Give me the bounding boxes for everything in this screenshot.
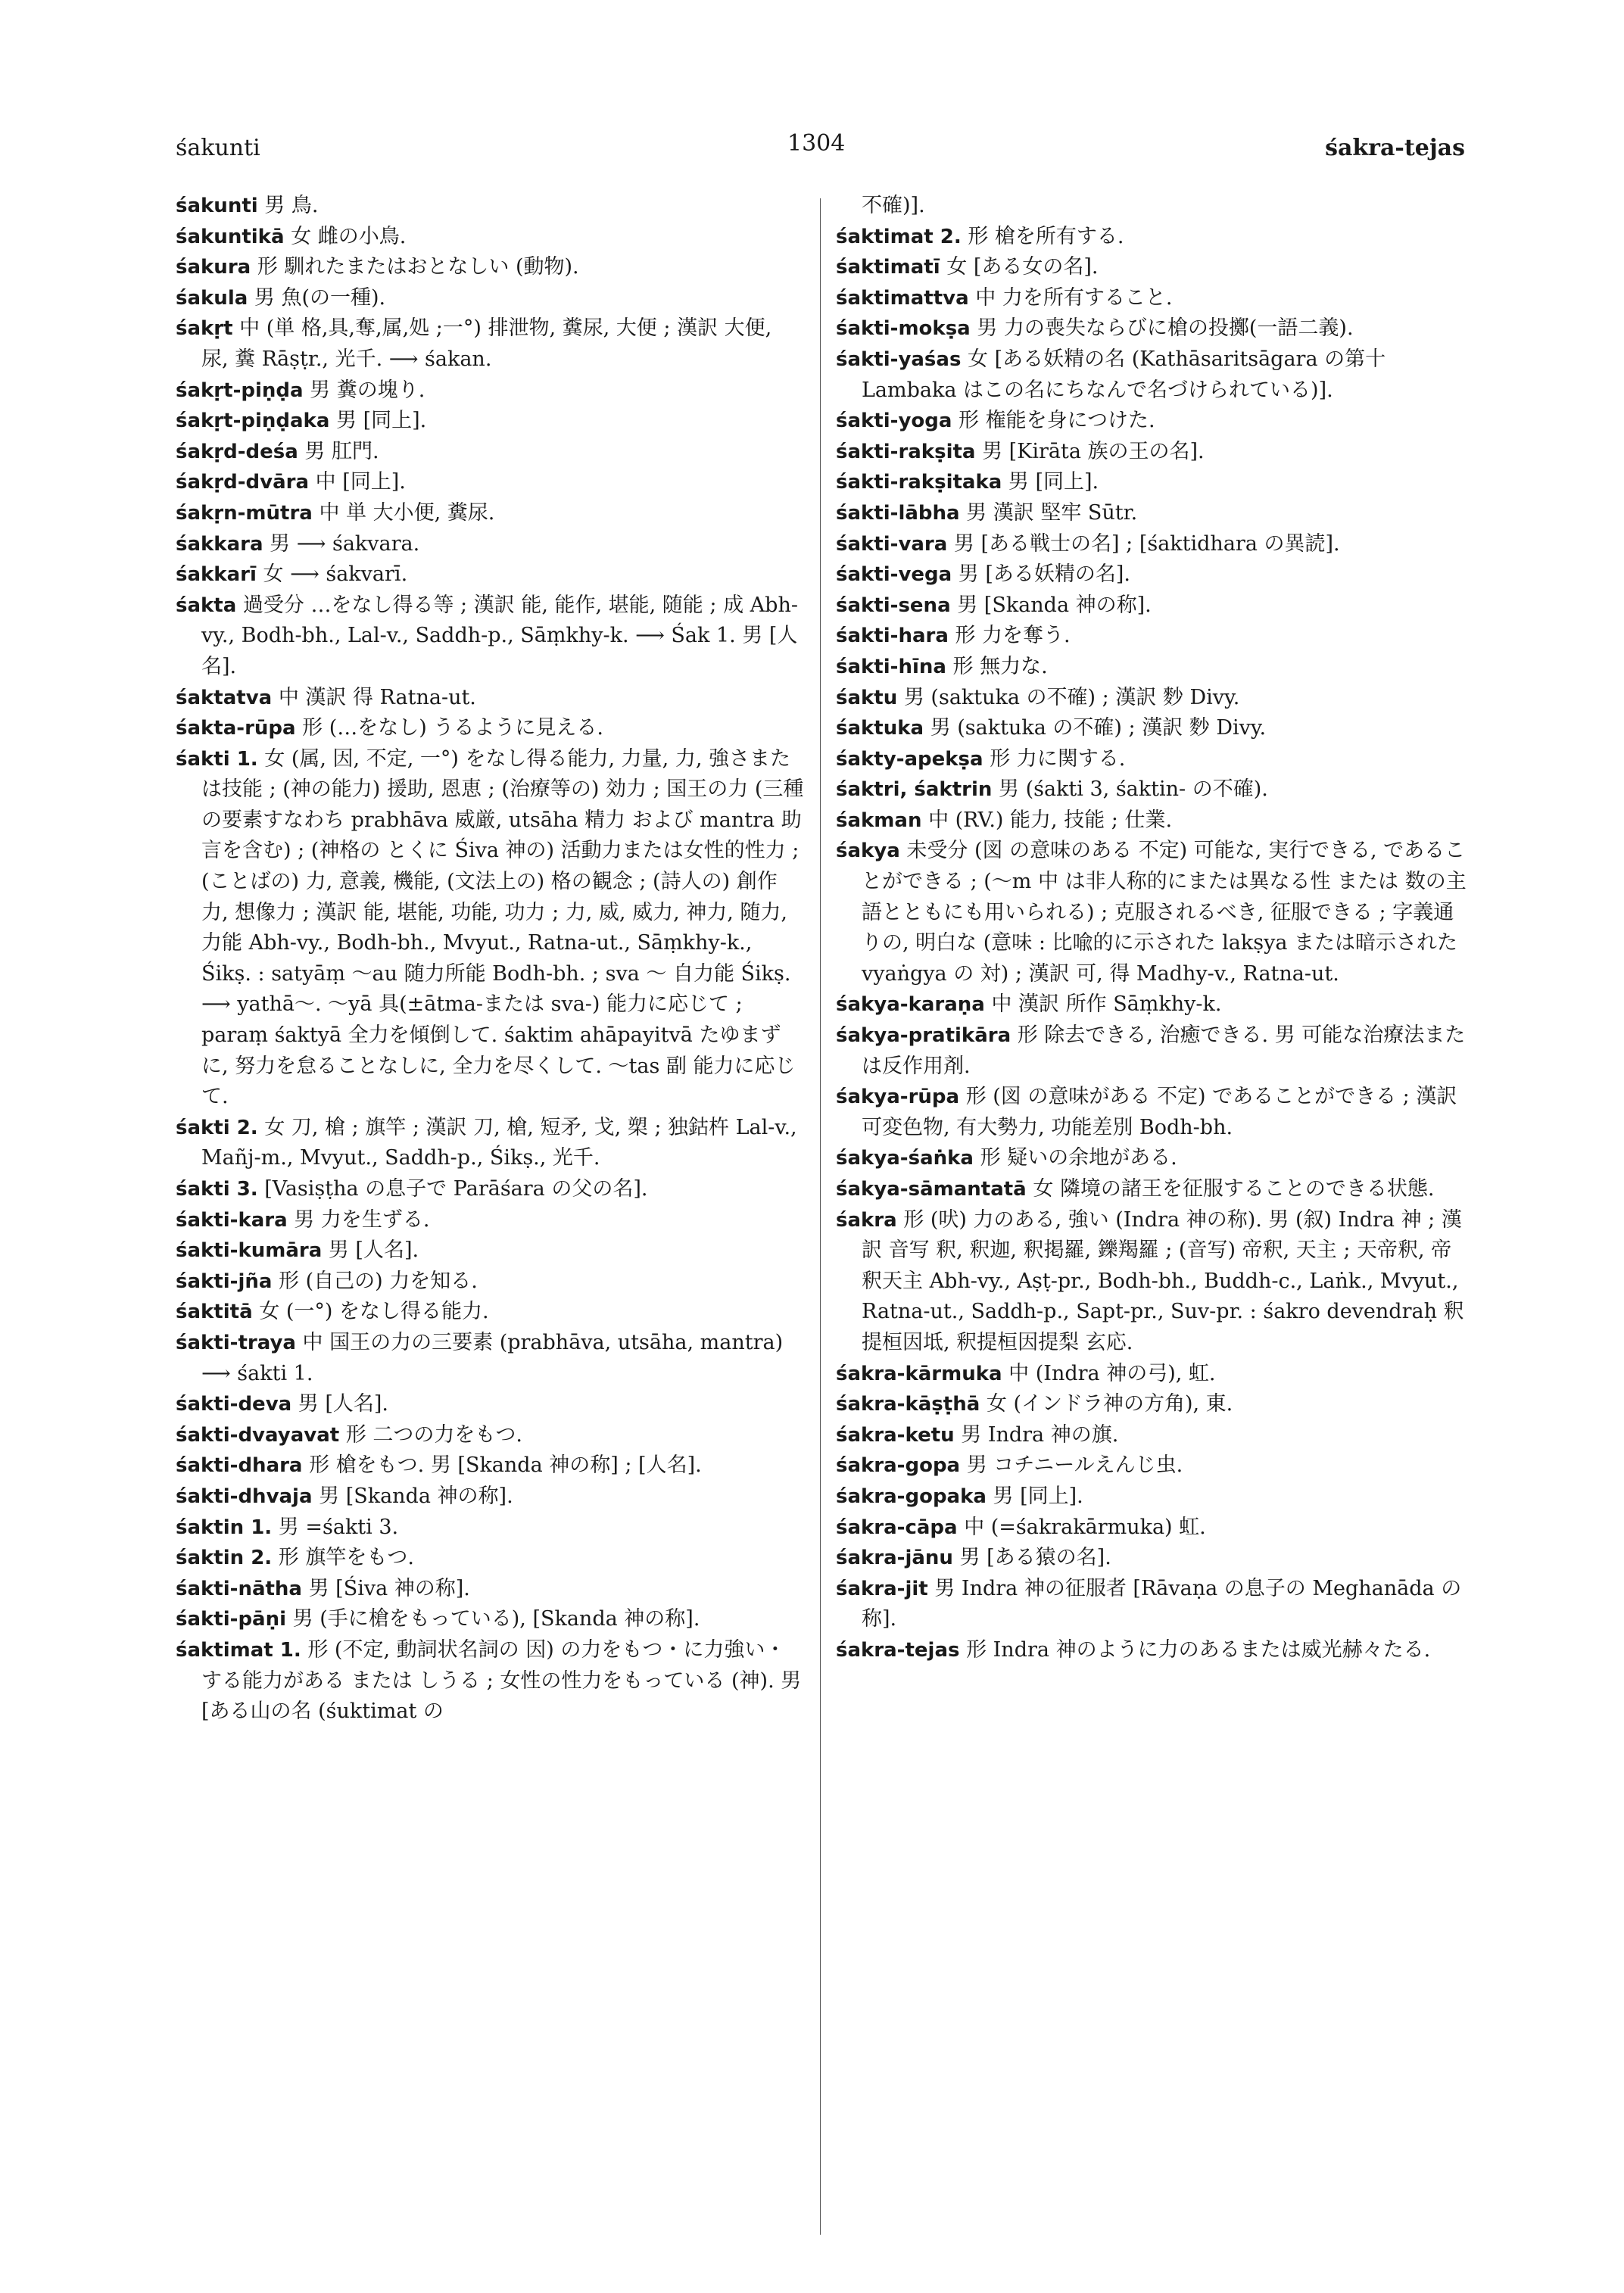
- entry-definition: 男 力を生ずる.: [294, 1207, 430, 1232]
- dictionary-entry: [176, 437, 804, 468]
- entry-headword: śakti-sena: [836, 594, 951, 617]
- entry-headword: śaktin 1.: [176, 1516, 273, 1539]
- entry-definition: 形 (自己の) 力を知る.: [279, 1269, 478, 1293]
- entry-headword: śakya-karaṇa: [836, 993, 985, 1017]
- column-divider: [820, 198, 821, 2235]
- dictionary-entry: [176, 191, 804, 222]
- dictionary-entry: [836, 222, 1470, 253]
- entry-headword: śaktimatī: [836, 256, 940, 279]
- dictionary-entry: [176, 1297, 804, 1328]
- entry-definition: 男 [Skanda 神の称].: [319, 1484, 513, 1508]
- dictionary-entry: [836, 652, 1470, 683]
- dictionary-entry: [176, 1604, 804, 1635]
- dictionary-entry: [836, 1143, 1470, 1174]
- dictionary-entry: [176, 529, 804, 560]
- dictionary-entry: [836, 1450, 1470, 1481]
- entry-definition: 中 (=śakrakārmuka) 虹.: [964, 1515, 1206, 1539]
- dictionary-entry: [176, 1450, 804, 1481]
- dictionary-entry: [836, 805, 1470, 837]
- dictionary-entry: [836, 1574, 1470, 1635]
- entry-headword: śakula: [176, 286, 248, 310]
- dictionary-entry: [176, 1235, 804, 1266]
- entry-definition: 中 (単 格,具,奪,属,処 ;一°) 排泄物, 糞尿, 大便 ; 漢訳 大便, 尿, 糞 Rāṣṭr., 光千. ⟶ śakan.: [201, 316, 772, 371]
- entry-definition: 男 (śakti 3, śaktin- の不確).: [998, 777, 1268, 802]
- entry-definition: 形 (…をなし) うるように見える.: [302, 716, 603, 740]
- dictionary-entry: [836, 498, 1470, 529]
- entry-definition: 男 =śakti 3.: [278, 1515, 399, 1539]
- entry-headword: śakty-apekṣa: [836, 747, 983, 771]
- entry-headword: śakti-hīna: [836, 655, 946, 678]
- entry-headword: śakta-rūpa: [176, 717, 296, 740]
- entry-headword: śakti-rakṣita: [836, 440, 976, 463]
- dictionary-entry: [836, 1359, 1470, 1390]
- entry-definition: 女 [ある女の名].: [946, 255, 1099, 279]
- dictionary-entry: [836, 1513, 1470, 1544]
- entry-headword: śakti-vara: [836, 532, 948, 556]
- dictionary-entry: [176, 1266, 804, 1298]
- dictionary-entry: [836, 1082, 1470, 1143]
- entry-definition: 男 [ある猿の名].: [959, 1546, 1111, 1570]
- entry-definition: 男 Indra 神の征服者 [Rāvaṇa の息子の Meghanāda の称].: [862, 1576, 1462, 1631]
- dictionary-entry: [836, 467, 1470, 498]
- dictionary-entry: [176, 1328, 804, 1389]
- entry-definition: 形 旗竿をもつ.: [278, 1546, 414, 1570]
- entry-definition: 男 (手に槍をもっている), [Skanda 神の称].: [292, 1607, 700, 1631]
- dictionary-entry: [836, 836, 1470, 989]
- entry-headword: śakti-vega: [836, 563, 952, 587]
- entry-headword: śakra: [836, 1208, 897, 1232]
- dictionary-entry: [176, 313, 804, 375]
- entry-headword: śakṛt: [176, 317, 233, 341]
- left-column: [176, 191, 804, 1728]
- entry-definition: 中 [同上].: [315, 470, 406, 494]
- right-guide-word: śakra-tejas: [1325, 135, 1465, 161]
- page-header: [0, 0, 1624, 182]
- dictionary-entry: [836, 1420, 1470, 1451]
- entry-definition: 形 Indra 神のように力のあるまたは威光赫々たる.: [966, 1637, 1431, 1662]
- entry-definition: 男 [同上].: [335, 409, 427, 433]
- dictionary-entry: [176, 222, 804, 253]
- entry-definition: 形 権能を身につけた.: [959, 409, 1155, 433]
- entry-definition: 女 (一°) をなし得る能力.: [259, 1300, 489, 1324]
- entry-definition: 中 漢訳 得 Ratna-ut.: [278, 685, 476, 709]
- entry-definition: 不確)].: [862, 194, 925, 217]
- dictionary-entry: [176, 498, 804, 529]
- entry-definition: 形 力に関する.: [990, 746, 1126, 771]
- dictionary-entry: [836, 713, 1470, 744]
- entry-definition: 男 力の喪失ならびに槍の投擲(一語二義).: [977, 316, 1354, 341]
- dictionary-entry: [176, 1205, 804, 1236]
- dictionary-entry: [176, 1174, 804, 1205]
- entry-headword: śakti-nātha: [176, 1577, 302, 1600]
- dictionary-entry: [176, 406, 804, 437]
- entry-headword: śakti-dhvaja: [176, 1485, 313, 1508]
- dictionary-entry: [836, 1543, 1470, 1574]
- entry-headword: śakta: [176, 594, 237, 617]
- dictionary-entry: [176, 1543, 804, 1574]
- dictionary-entry: [836, 406, 1470, 437]
- entry-headword: śaktimattva: [836, 286, 969, 310]
- entry-headword: śakṛd-dvāra: [176, 471, 310, 494]
- dictionary-entry: [836, 252, 1470, 283]
- dictionary-entry: [836, 344, 1470, 406]
- entry-headword: śaktu: [836, 686, 898, 709]
- entry-definition: 未受分 (図 の意味のある 不定) 可能な, 実行できる, であることができる ; (～m 中 は非人称的にまたは異なる性 または 数の主語とともにも用いられる) ; 克服されるべき, 征服できる ; 字義通りの, 明白な (意味 : 比喩的に示された lakṣya または暗示された vyaṅgya の 対) ; 漢訳 可, 得 Madhy-v., Ratna-ut.: [862, 839, 1467, 986]
- entry-definition: 女 隣境の諸王を征服することのできる状態.: [1033, 1177, 1435, 1201]
- dictionary-entry: [176, 1513, 804, 1544]
- entry-definition: 中 国王の力の三要素 (prabhāva, utsāha, mantra) ⟶ śakti 1.: [201, 1330, 784, 1385]
- entry-headword: śakya-pratikāra: [836, 1024, 1011, 1048]
- entry-definition: 中 単 大小便, 糞尿.: [319, 500, 495, 525]
- entry-definition: 中 漢訳 所作 Sāṃkhy-k.: [991, 992, 1222, 1017]
- entry-headword: śakra-kārmuka: [836, 1362, 1002, 1385]
- dictionary-entry: [836, 559, 1470, 590]
- entry-definition: 女 (属, 因, 不定, 一°) をなし得る能力, 力量, 力, 強さまたは技能 ; (神の能力) 援助, 恩恵 ; (治療等の) 効力 ; 国王の力 (三種の要素すなわち prabhāva 威厳, utsāha 精力 および mantra 助言を含む) ; (神格の とくに Śiva 神の) 活動力または女性的性力 ; (ことばの) 力, 意義, 機能, (文法上の) 格の観念 ; (詩人の) 創作力, 想像力 ; 漢訳 能, 堪能, 功能, 功力 ; 力, 威, 威力, 神力, 随力, 力能 Abh-vy., Bodh-bh., Mvyut., Ratna-ut., Sāṃkhy-k., Śikṣ. : satyāṃ ～au 随力所能 Bodh-bh. ; sva ～ 自力能 Śikṣ. ⟶ yathā～. ～yā 具(±ātma-または sva-) 能力に応じて ; paraṃ śaktyā 全力を傾倒して. śaktim ahāpayitvā たゆまずに, 努力を怠ることなしに, 全力を尽くして. ～tas 副 能力に応じて.: [201, 746, 804, 1109]
- entry-headword: śakṛt-piṇḍaka: [176, 410, 330, 433]
- entry-headword: śaktin 2.: [176, 1547, 273, 1570]
- entry-headword: śakti-kara: [176, 1208, 288, 1232]
- entry-headword: śakti-hara: [836, 625, 949, 648]
- entry-definition: 形 (図 の意味がある 不定) であることができる ; 漢訳 可変色物, 有大勢力, 功能差別 Bodh-bh.: [862, 1085, 1457, 1139]
- dictionary-entry: [176, 1420, 804, 1451]
- entry-headword: śaktuka: [836, 717, 924, 740]
- dictionary-entry: [176, 590, 804, 683]
- entry-definition: 男 [同上].: [1008, 470, 1099, 494]
- entry-headword: śakra-gopa: [836, 1454, 961, 1478]
- entry-definition: 女 雌の小鳥.: [291, 224, 407, 248]
- dictionary-entry: [836, 989, 1470, 1020]
- dictionary-entry: [176, 1635, 804, 1728]
- page-number: 1304: [787, 130, 846, 157]
- entry-headword: śakya-sāmantatā: [836, 1178, 1027, 1201]
- entry-definition: 中 (RV.) 能力, 技能 ; 仕業.: [928, 808, 1173, 832]
- entry-definition: 男 コチニールえんじ虫.: [966, 1453, 1183, 1478]
- entry-headword: śakti-pāṇi: [176, 1608, 287, 1631]
- entry-definition: 男 (saktuka の不確) ; 漢訳 麨 Divy.: [903, 685, 1240, 709]
- dictionary-entry: [836, 529, 1470, 560]
- dictionary-entry: [836, 1389, 1470, 1420]
- dictionary-entry: [176, 467, 804, 498]
- entry-headword: śakti-deva: [176, 1393, 292, 1416]
- entry-headword: śakti 3.: [176, 1178, 258, 1201]
- entry-headword: śakti-traya: [176, 1331, 296, 1354]
- entry-definition: 中 力を所有すること.: [975, 285, 1173, 310]
- entry-headword: śakti-rakṣitaka: [836, 471, 1002, 494]
- left-guide-word: śakunti: [176, 135, 260, 161]
- entry-headword: śakti-dhara: [176, 1454, 303, 1478]
- dictionary-entry: [176, 252, 804, 283]
- entry-headword: śakra-ketu: [836, 1423, 955, 1447]
- entry-definition: 形 (不定, 動詞状名詞の 因) の力をもつ・に力強い・する能力がある または しうる ; 女性の性力をもっている (神). 男 [ある山の名 (śuktimat の: [201, 1637, 802, 1724]
- dictionary-entry: [836, 744, 1470, 775]
- entry-headword: śaktatva: [176, 686, 273, 709]
- entry-definition: 男 (saktuka の不確) ; 漢訳 麨 Divy.: [930, 716, 1267, 740]
- entry-headword: śakkarī: [176, 563, 257, 587]
- dictionary-entry: [836, 437, 1470, 468]
- entry-headword: śaktimat 2.: [836, 225, 962, 248]
- dictionary-entry: [176, 1481, 804, 1513]
- dictionary-entry: [176, 744, 804, 1113]
- entry-definition: 男 [Śiva 神の称].: [308, 1576, 470, 1600]
- entry-definition: 男 [ある妖精の名].: [958, 562, 1131, 587]
- entry-definition: 形 無力な.: [952, 654, 1048, 678]
- right-column: [836, 191, 1470, 1666]
- entry-definition: 形 力を奪う.: [955, 624, 1071, 648]
- dictionary-entry: [836, 1205, 1470, 1359]
- entry-headword: śakra-gopaka: [836, 1485, 987, 1508]
- entry-headword: śakya-rūpa: [836, 1086, 960, 1109]
- entry-headword: śakti-mokṣa: [836, 317, 971, 341]
- entry-definition: 形 槍を所有する.: [968, 224, 1124, 248]
- dictionary-entry: [176, 1113, 804, 1174]
- entry-definition: 男 [Kirāta 族の王の名].: [982, 439, 1205, 463]
- entry-definition: 男 [人名].: [328, 1238, 419, 1263]
- entry-headword: śakkara: [176, 532, 263, 556]
- entry-headword: śakra-tejas: [836, 1638, 960, 1662]
- entry-definition: [Vasiṣṭha の息子で Parāśara の父の名].: [264, 1177, 648, 1201]
- dictionary-entry: [836, 1174, 1470, 1205]
- dictionary-entry: [176, 283, 804, 314]
- dictionary-entry: [176, 559, 804, 590]
- entry-headword: śakra-cāpa: [836, 1516, 958, 1539]
- entry-definition: 男 肛門.: [304, 439, 379, 463]
- entry-headword: śakṛd-deśa: [176, 440, 298, 463]
- entry-definition: 男 [ある戦士の名] ; [śaktidhara の異読].: [953, 531, 1340, 556]
- entry-headword: śaktitā: [176, 1301, 253, 1324]
- entry-headword: śakra-jānu: [836, 1547, 953, 1570]
- dictionary-entry: [176, 1574, 804, 1605]
- entry-definition: 形 疑いの余地がある.: [980, 1146, 1177, 1170]
- entry-headword: śakti 2.: [176, 1116, 258, 1139]
- dictionary-entry: [836, 590, 1470, 622]
- entry-headword: śakti-jña: [176, 1270, 273, 1293]
- entry-headword: śakti 1.: [176, 747, 258, 771]
- entry-headword: śakti-dvayavat: [176, 1423, 340, 1447]
- entry-definition: 過受分 …をなし得る等 ; 漢訳 能, 能作, 堪能, 随能 ; 成 Abh-vy., Bodh-bh., Lal-v., Saddh-p., Sāṃkhy-k. ⟶ Śak 1. 男 [人名].: [201, 593, 798, 678]
- entry-headword: śakra-jit: [836, 1577, 928, 1600]
- dictionary-entry: [176, 1389, 804, 1420]
- entry-definition: 女 [ある妖精の名 (Kathāsaritsāgara の第十 Lambaka はこの名にちなんで名づけられている)].: [862, 347, 1386, 402]
- entry-definition: 形 (吠) 力のある, 強い (Indra 神の称). 男 (叙) Indra 神 ; 漢訳 音写 釈, 釈迦, 釈掲羅, 鑠羯羅 ; (音写) 帝釈, 天主 ; 天帝釈, 帝釈天主 Abh-vy., Aṣṭ-pr., Bodh-bh., Buddh-c., Laṅk., Mvyut., Ratna-ut., Saddh-p., Sapt-pr., Suv-pr. : śakro devendraḥ 釈提桓因坻, 釈提桓因提梨 玄応.: [862, 1207, 1464, 1354]
- entry-headword: śakṛt-piṇḍa: [176, 379, 304, 402]
- entry-headword: śakti-lābha: [836, 501, 960, 525]
- dictionary-entry: [176, 375, 804, 407]
- entry-headword: śakura: [176, 256, 251, 279]
- entry-definition: 形 二つの力をもつ.: [345, 1422, 522, 1447]
- entry-definition: 男 [人名].: [298, 1392, 389, 1416]
- dictionary-entry: [836, 1635, 1470, 1666]
- entry-definition: 女 刀, 槍 ; 旗竿 ; 漢訳 刀, 槍, 短矛, 戈, 槊 ; 独鈷杵 Lal-v., Mañj-m., Mvyut., Saddh-p., Śikṣ., 光千.: [201, 1115, 797, 1170]
- dictionary-entry: [836, 283, 1470, 314]
- entry-headword: śakya: [836, 840, 900, 863]
- entry-definition: 男 魚(の一種).: [254, 285, 386, 310]
- entry-definition: 女 ⟶ śakvarī.: [263, 562, 408, 587]
- entry-definition: 男 Indra 神の旗.: [961, 1422, 1119, 1447]
- dictionary-entry: [836, 191, 1470, 222]
- entry-definition: 男 糞の塊り.: [310, 378, 425, 402]
- entry-definition: 形 除去できる, 治癒できる. 男 可能な治療法または反作用剤.: [862, 1023, 1466, 1078]
- entry-headword: śakuntikā: [176, 225, 285, 248]
- entry-definition: 男 鳥.: [264, 194, 319, 217]
- dictionary-entry: [836, 1020, 1470, 1082]
- dictionary-entry: [836, 774, 1470, 805]
- dictionary-entry: [836, 621, 1470, 652]
- entry-headword: śakti-kumāra: [176, 1239, 323, 1263]
- entry-definition: 男 [Skanda 神の称].: [957, 593, 1152, 617]
- entry-definition: 形 槍をもつ. 男 [Skanda 神の称] ; [人名].: [309, 1453, 702, 1478]
- dictionary-entry: [836, 1481, 1470, 1513]
- entry-headword: śakti-yoga: [836, 410, 952, 433]
- entry-headword: śakman: [836, 808, 922, 832]
- entry-definition: 男 漢訳 堅牢 Sūtr.: [966, 500, 1138, 525]
- entry-definition: 男 [同上].: [993, 1484, 1083, 1508]
- entry-headword: śaktimat 1.: [176, 1638, 301, 1662]
- dictionary-entry: [176, 713, 804, 744]
- entry-headword: śakunti: [176, 195, 258, 217]
- dictionary-entry: [836, 683, 1470, 714]
- entry-definition: 女 (インドラ神の方角), 東.: [986, 1392, 1233, 1416]
- entry-headword: śaktri, śaktrin: [836, 778, 993, 802]
- entry-headword: śakra-kāṣṭhā: [836, 1393, 980, 1416]
- entry-definition: 男 ⟶ śakvara.: [270, 531, 420, 556]
- dictionary-entry: [836, 313, 1470, 344]
- entry-definition: 形 馴れたまたはおとなしい (動物).: [257, 255, 579, 279]
- entry-headword: śakṛn-mūtra: [176, 501, 313, 525]
- dictionary-entry: [176, 683, 804, 714]
- entry-headword: śakti-yaśas: [836, 347, 962, 371]
- entry-headword: śakya-śaṅka: [836, 1147, 974, 1170]
- entry-definition: 中 (Indra 神の弓), 虹.: [1008, 1361, 1216, 1385]
